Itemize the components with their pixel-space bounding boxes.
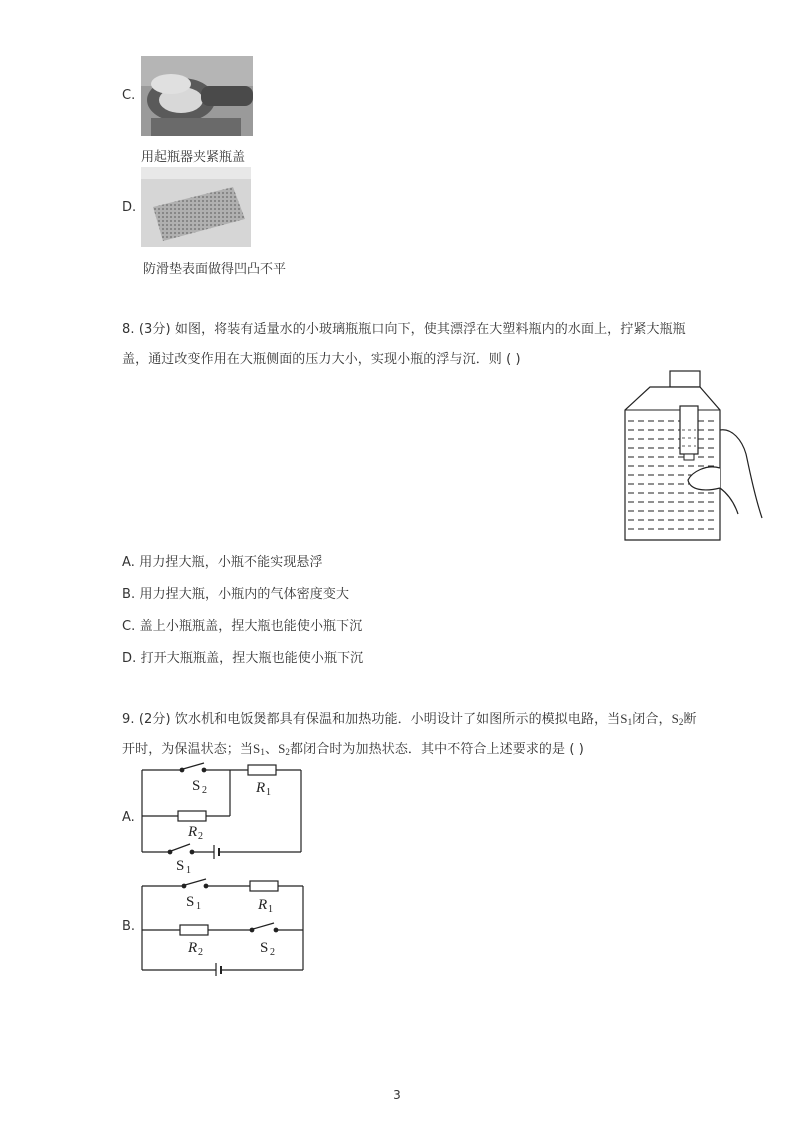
label-r2: R (188, 940, 198, 956)
bottle-opener-photo (141, 56, 253, 136)
antislip-mat-image (141, 167, 251, 247)
label-s1-sub: 1 (186, 865, 191, 876)
q9-line2-s2-sub: 2 (285, 747, 291, 757)
label-s2-sub: 2 (202, 785, 207, 796)
label-r1-sub: 1 (268, 904, 273, 915)
q8-stem-line2: 盖，通过改变作用在大瓶侧面的压力大小，实现小瓶的浮与沉．则 ( ) (122, 352, 521, 367)
label-r1: R (256, 780, 266, 796)
q9-line2-text: 开时，为保温状态；当 (122, 742, 254, 757)
switch-s1-blade (185, 879, 206, 885)
resistor-r2 (180, 925, 208, 935)
q8-stem-line1: 8. (3分) 如图，将装有适量水的小玻璃瓶瓶口向下，使其漂浮在大塑料瓶内的水面上，拧紧大瓶瓶 (122, 322, 686, 337)
label-s2: S (192, 778, 201, 794)
label-r2: R (188, 824, 198, 840)
q9-line1-mid: 闭合， (632, 712, 672, 727)
q8-option-a: A. 用力捏大瓶，小瓶不能实现悬浮 (122, 555, 323, 570)
label-s1: S (186, 894, 195, 910)
circuit-b (138, 876, 308, 976)
label-s2: S (260, 940, 269, 956)
q9-line2-s2: S (278, 741, 286, 756)
option-c-caption: 用起瓶器夹紧瓶盖 (141, 150, 246, 165)
label-r1: R (258, 897, 268, 913)
label-s2-sub: 2 (270, 947, 275, 958)
label-r2-sub: 2 (198, 947, 203, 958)
bottle-figure (620, 368, 765, 544)
big-bottle-cap (670, 371, 700, 387)
q8-option-c: C. 盖上小瓶瓶盖，捏大瓶也能使小瓶下沉 (122, 619, 363, 634)
q9-stem-line1 (122, 708, 697, 727)
antislip-mat-photo (141, 167, 251, 247)
q9-line1-post: 断 (683, 712, 697, 727)
q9-line1-s1: S (620, 711, 628, 726)
q8-option-d: D. 打开大瓶瓶盖，捏大瓶也能使小瓶下沉 (122, 651, 364, 666)
resistor-r1 (250, 881, 278, 891)
resistor-r2 (178, 811, 206, 821)
q9-stem-line2 (122, 738, 584, 757)
option-c-letter: C. (122, 88, 136, 103)
q9-line2-sep: 、 (264, 742, 279, 757)
label-s1-sub: 1 (196, 901, 201, 912)
q9-option-b-letter: B. (122, 919, 136, 934)
page-number: 3 (393, 1088, 401, 1102)
circuit-a (138, 760, 308, 878)
option-d-letter: D. (122, 200, 137, 215)
q9-line2-s1: S (253, 741, 261, 756)
q9-line1-s2-sub: 2 (678, 717, 684, 727)
switch-s2-blade (253, 923, 274, 929)
q9-line1-text: 9. (2分) 饮水机和电饭煲都具有保温和加热功能．小明设计了如图所示的模拟电路，当 (122, 712, 621, 727)
label-r1-sub: 1 (266, 787, 271, 798)
q9-line2-s1-sub: 1 (260, 747, 265, 757)
switch-s1-blade (171, 844, 190, 851)
q9-line1-s1-sub: 1 (627, 717, 633, 727)
hand-outline (720, 430, 762, 518)
label-s1: S (176, 858, 185, 874)
bottle-opener-image (141, 56, 253, 136)
switch-s2-blade (183, 763, 204, 769)
q9-line2-post: 都闭合时为加热状态．其中不符合上述要求的是 ( ) (290, 742, 584, 757)
option-d-caption: 防滑垫表面做得凹凸不平 (143, 262, 287, 277)
resistor-r1 (248, 765, 276, 775)
q9-option-a-letter: A. (122, 810, 135, 825)
q8-option-b: B. 用力捏大瓶，小瓶内的气体密度变大 (122, 587, 350, 602)
q9-line1-s2: S (671, 711, 679, 726)
label-r2-sub: 2 (198, 831, 203, 842)
